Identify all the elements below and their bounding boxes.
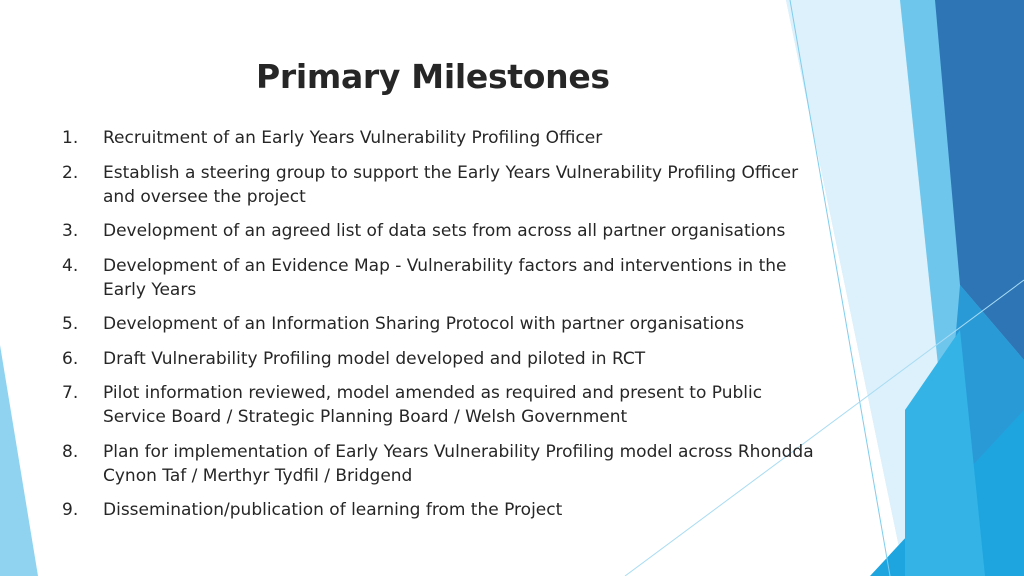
list-item-text: Recruitment of an Early Years Vulnerability Profiling Officer bbox=[103, 128, 603, 148]
list-item bbox=[62, 254, 882, 302]
left-accent-shape bbox=[0, 345, 38, 576]
list-item bbox=[62, 126, 882, 150]
milestone-list bbox=[62, 126, 882, 533]
list-item-number: 4. bbox=[62, 255, 79, 276]
list-item-number: 3. bbox=[62, 221, 79, 241]
list-item-number: 2. bbox=[62, 162, 79, 183]
list-item-text: Establish a steering group to support the Early Years Vulnerability Profiling Officer and oversee the project bbox=[103, 162, 799, 207]
list-item-text: Pilot information reviewed, model amended as required and present to Public Service Board / Strategic Planning Board / Welsh Government bbox=[103, 383, 763, 427]
list-item-number: 7. bbox=[62, 383, 79, 403]
list-item-number: 8. bbox=[62, 441, 79, 462]
list-item-text: Plan for implementation of Early Years Vulnerability Profiling model across Rhondda Cynon Taf / Merthyr Tydfil / Bridgend bbox=[103, 441, 814, 486]
list-item bbox=[62, 381, 882, 429]
list-item-number: 9. bbox=[62, 500, 79, 520]
list-item bbox=[62, 440, 882, 488]
list-item bbox=[62, 161, 882, 209]
list-item-text: Dissemination/publication of learning from the Project bbox=[103, 500, 563, 520]
list-item-number: 1. bbox=[62, 128, 79, 148]
list-item bbox=[62, 498, 882, 522]
slide-title: Primary Milestones bbox=[256, 57, 610, 96]
list-item-text: Development of an Information Sharing Protocol with partner organisations bbox=[103, 314, 745, 334]
list-item-text: Development of an agreed list of data sets from across all partner organisations bbox=[103, 221, 786, 241]
list-item-number: 5. bbox=[62, 314, 79, 334]
list-item-text: Draft Vulnerability Profiling model developed and piloted in RCT bbox=[103, 348, 646, 369]
list-item-number: 6. bbox=[62, 348, 79, 369]
list-item-text: Development of an Evidence Map - Vulnerability factors and interventions in the Early Years bbox=[103, 255, 787, 300]
list-item bbox=[62, 312, 882, 336]
list-item bbox=[62, 347, 882, 371]
list-item bbox=[62, 219, 882, 243]
